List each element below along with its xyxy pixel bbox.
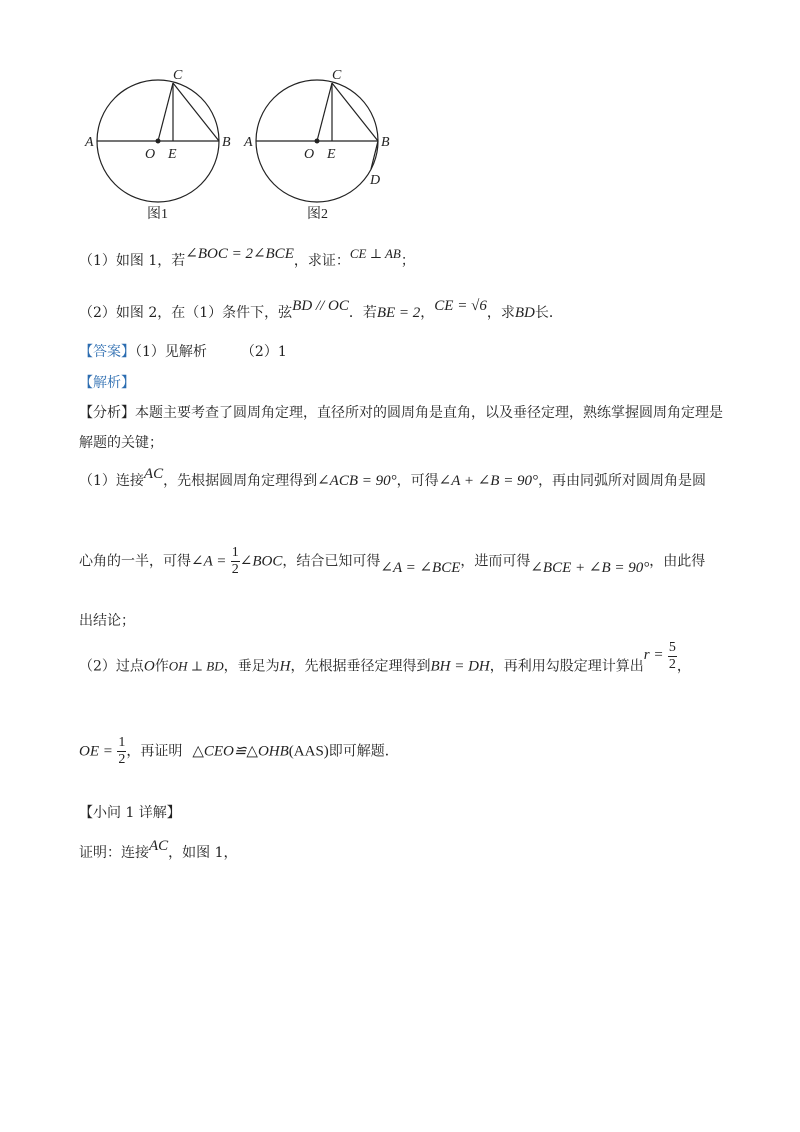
detail-tag: 【小问 1 详解】 <box>79 805 181 821</box>
fraction-half: $\frac{1}{2}$ <box>231 545 239 577</box>
detail-line: 证明：连接AC，如图 1， <box>79 838 238 861</box>
label-e: E <box>327 147 336 162</box>
figure-1 <box>80 62 240 222</box>
step2-line-1: （2）过点O作OH ⊥ BD，垂足为H，先根据垂径定理得到BH = DH，再利用勾股定理计算出r = $\frac{5}{2}$ ， <box>79 640 691 675</box>
label-b: B <box>381 135 390 150</box>
fraction-r: $\frac{5}{2}$ <box>668 640 676 672</box>
label-a: A <box>244 135 253 150</box>
label-c: C <box>332 68 342 83</box>
figure-caption: 图1 <box>147 207 168 222</box>
step1-line-2: 心角的一半，可得∠A = $\frac{1}{2}$ ∠BOC，结合已知可得∠A = ∠BCE，进而可得∠BCE + ∠B = 90°，由此得 <box>79 545 706 577</box>
question-2: （2）如图 2，在（1）条件下，弦BD // OC．若BE = 2，CE = √6，求BD长． <box>79 298 563 321</box>
step1-line-1: （1）连接AC，先根据圆周角定理得到∠ACB = 90°，可得∠A + ∠B = 90°，再由同弧所对圆周角是圆 <box>79 466 707 489</box>
fenxi-line-2: 解题的关键； <box>79 435 163 451</box>
figure-caption: 图2 <box>307 207 328 222</box>
step2-line-2: OE = $\frac{1}{2}$ ，再证明 △CEO≌△OHB(AAS)即可解题． <box>79 735 399 767</box>
analysis-tag: 【解析】 <box>79 375 135 391</box>
fenxi-line-1: 【分析】本题主要考查了圆周角定理，直径所对的圆周角是直角，以及垂径定理，熟练掌握圆周角定理是 <box>79 405 723 421</box>
fraction-oe: $\frac{1}{2}$ <box>118 735 126 767</box>
answer-line: 【答案】（1）见解析 （2）1 <box>79 344 287 360</box>
label-o: O <box>145 147 156 162</box>
label-e: E <box>168 147 177 162</box>
label-d: D <box>370 173 381 188</box>
label-a: A <box>85 135 94 150</box>
label-o: O <box>304 147 315 162</box>
label-b: B <box>222 135 231 150</box>
figure-2 <box>240 62 400 222</box>
label-c: C <box>173 68 183 83</box>
step1-line-3: 出结论； <box>79 613 135 629</box>
question-1: （1）如图 1，若∠BOC = 2∠BCE，求证：CE ⊥ AB； <box>79 246 415 269</box>
answer-tag: 【答案】 <box>79 344 135 360</box>
